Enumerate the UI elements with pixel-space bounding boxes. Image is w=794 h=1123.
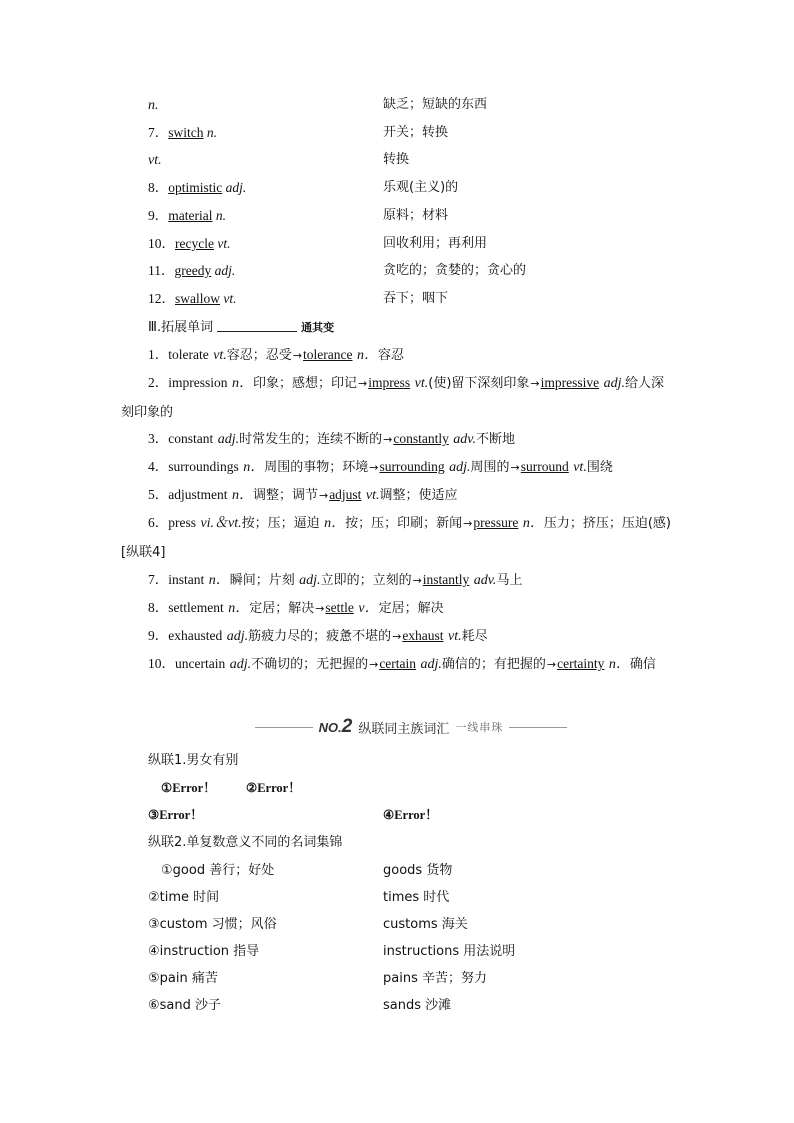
item-num: 1． xyxy=(148,347,169,362)
derived-pos: adv. xyxy=(453,432,476,447)
arrow-icon: → xyxy=(357,377,368,390)
derived-meaning: 周围的 xyxy=(470,460,510,475)
expand-item xyxy=(121,481,676,510)
noun-pair-row xyxy=(0,915,794,935)
derived-word: constantly xyxy=(393,431,449,446)
banner-subtitle: 一线串珠 xyxy=(455,721,504,734)
derived-word: settle xyxy=(325,600,354,615)
derived-meaning: 马上 xyxy=(496,573,523,588)
arrow-icon: → xyxy=(292,349,303,362)
section-heading xyxy=(148,318,334,338)
derived-pos: v． xyxy=(358,601,379,616)
expand-item xyxy=(121,509,676,567)
base-word: settlement xyxy=(168,600,224,615)
derived-word: certainty xyxy=(557,656,605,671)
section-tag: 通其变 xyxy=(301,321,335,334)
section-banner xyxy=(255,716,567,738)
base-pos: n． xyxy=(231,376,253,391)
vocab-row xyxy=(0,95,794,115)
noun-singular: ⑤pain 痛苦 xyxy=(148,971,218,986)
noun-pair-row xyxy=(0,888,794,908)
noun-pair-row xyxy=(0,969,794,989)
derived-word: instantly xyxy=(422,572,470,587)
item-num: 5． xyxy=(148,487,169,502)
derived-pos: adv. xyxy=(473,573,497,588)
base-word: tolerate xyxy=(168,347,209,362)
vocab-word: switch xyxy=(168,125,204,140)
derived-word: tolerance xyxy=(303,347,353,362)
base-pos: n． xyxy=(228,601,250,616)
derived-meaning: 容忍 xyxy=(377,348,404,363)
arrow-icon: → xyxy=(392,630,402,643)
extra-meaning: 立即的；立刻的 xyxy=(320,573,412,588)
link1-row xyxy=(0,778,794,798)
base-word: instant xyxy=(168,572,205,587)
expand-item xyxy=(121,341,676,370)
base-word: exhausted xyxy=(168,628,223,643)
expand-item xyxy=(121,650,676,679)
arrow-icon: → xyxy=(315,602,325,615)
derived-word: impressive xyxy=(540,375,600,390)
derived-word: surrounding xyxy=(379,459,445,474)
vocab-word: recycle xyxy=(175,236,214,251)
base-pos: n． xyxy=(231,488,253,503)
item-num: 2． xyxy=(148,375,169,390)
base-word: adjustment xyxy=(168,487,228,502)
vocab-word: greedy xyxy=(174,263,212,278)
derived-pos: n． xyxy=(356,348,378,363)
base-meaning: 筋疲力尽的；疲惫不堪的 xyxy=(248,629,392,644)
expand-item xyxy=(121,425,676,454)
banner-no: NO. xyxy=(318,720,342,735)
noun-singular: ⑥sand 沙子 xyxy=(148,998,222,1013)
base-meaning: 定居；解决 xyxy=(249,601,315,616)
derived-meaning: 耗尽 xyxy=(461,629,488,644)
vocab-meaning: 转换 xyxy=(383,152,410,167)
noun-singular: ①good 善行；好处 xyxy=(161,863,275,878)
item-num: 8． xyxy=(148,600,169,615)
expand-item xyxy=(121,594,676,623)
base-meaning: 瞬间；片刻 xyxy=(229,573,295,588)
noun-pair-row xyxy=(0,996,794,1016)
item-num: 10． xyxy=(148,656,175,671)
noun-singular: ②time 时间 xyxy=(148,890,220,905)
banner-rule xyxy=(509,727,567,728)
vocab-num: 7． xyxy=(148,125,169,140)
vocab-row xyxy=(0,289,794,309)
derived-pos: vt. xyxy=(365,488,380,503)
vocab-word: material xyxy=(168,208,213,223)
base-pos: adj. xyxy=(226,629,249,644)
derived-word: impress xyxy=(368,375,411,390)
vocab-num: 10． xyxy=(148,236,175,251)
expand-item xyxy=(121,453,676,482)
derived-meaning: 调整；使适应 xyxy=(379,488,458,503)
vocab-pos: n. xyxy=(215,208,226,223)
vocab-row xyxy=(0,150,794,170)
noun-plural: customs 海关 xyxy=(383,917,468,932)
vocab-pos: adj. xyxy=(225,180,247,195)
noun-singular: ④instruction 指导 xyxy=(148,944,260,959)
base-word: surroundings xyxy=(168,459,239,474)
base-word: impression xyxy=(168,375,228,390)
vocab-meaning: 吞下；咽下 xyxy=(383,291,449,306)
derived-pos: adj. xyxy=(420,657,442,672)
derived-pos: adj. xyxy=(603,376,625,391)
derived-meaning: (使)留下深刻印象 xyxy=(428,376,530,391)
vocab-word: optimistic xyxy=(168,180,223,195)
vocab-meaning: 缺乏；短缺的东西 xyxy=(383,97,488,112)
noun-singular: ③custom 习惯；风俗 xyxy=(148,917,277,932)
item-num: 9． xyxy=(148,628,169,643)
extra-meaning: 按；压；印刷；新闻 xyxy=(345,516,463,531)
item-num: 6． xyxy=(148,515,169,530)
derived-meaning: 确信的；有把握的 xyxy=(441,657,546,672)
derived-meaning: 不断地 xyxy=(475,432,515,447)
arrow-icon: → xyxy=(530,377,540,390)
base-meaning: 调整；调节 xyxy=(252,488,318,503)
arrow-icon: → xyxy=(318,489,329,502)
derived-pos: n． xyxy=(522,516,544,531)
error-item: ③Error！ xyxy=(148,808,203,822)
base-pos: adj. xyxy=(217,432,240,447)
link2-title-row xyxy=(0,833,794,853)
arrow-icon: → xyxy=(463,517,473,530)
base-meaning: 容忍；忍受 xyxy=(226,348,292,363)
link1-title: 纵联1.男女有别 xyxy=(148,753,239,768)
vocab-meaning: 回收利用；再利用 xyxy=(383,236,488,251)
noun-plural: pains 辛苦；努力 xyxy=(383,971,487,986)
arrow-icon: → xyxy=(369,658,379,671)
vocab-meaning: 原料；材料 xyxy=(383,208,449,223)
base-pos: vt. xyxy=(213,348,227,363)
item-num: 4． xyxy=(148,459,169,474)
vocab-word: swallow xyxy=(175,291,220,306)
derived-word: adjust xyxy=(329,487,362,502)
derived-meaning: 压力；挤压；压迫(感)[纵联4] xyxy=(121,516,671,560)
vocab-pos: n. xyxy=(148,98,159,113)
arrow-icon: → xyxy=(369,461,379,474)
base-pos: adj. xyxy=(229,657,252,672)
vocab-num: 9． xyxy=(148,208,169,223)
arrow-icon: → xyxy=(510,461,520,474)
noun-pair-row xyxy=(0,942,794,962)
link2-title: 纵联2.单复数意义不同的名词集锦 xyxy=(148,835,343,850)
derived-meaning: 定居；解决 xyxy=(378,601,444,616)
item-num: 3． xyxy=(148,431,169,446)
vocab-num: 12． xyxy=(148,291,175,306)
vocab-row xyxy=(0,261,794,281)
base-meaning: 印象；感想；印记 xyxy=(252,376,357,391)
vocab-pos: n. xyxy=(206,125,217,140)
vocab-num: 11． xyxy=(148,263,175,278)
item-num: 7． xyxy=(148,572,169,587)
expand-item xyxy=(121,369,676,427)
vocab-meaning: 乐观(主义)的 xyxy=(383,180,459,195)
arrow-icon: → xyxy=(546,658,557,671)
base-meaning: 时常发生的；连续不断的 xyxy=(239,432,383,447)
derived-word: certain xyxy=(379,656,417,671)
noun-plural: instructions 用法说明 xyxy=(383,944,516,959)
base-pos: vi.＆vt. xyxy=(200,516,242,531)
vocab-pos: vt. xyxy=(217,236,231,251)
error-item: ①Error！ xyxy=(161,781,216,795)
base-pos: n． xyxy=(208,573,230,588)
error-item: ④Error！ xyxy=(383,808,438,822)
vocab-pos: vt. xyxy=(148,153,162,168)
expand-item xyxy=(121,566,676,595)
base-word: uncertain xyxy=(175,656,226,671)
vocab-row xyxy=(0,234,794,254)
vocab-pos: vt. xyxy=(223,291,237,306)
arrow-icon: → xyxy=(412,574,422,587)
base-word: press xyxy=(168,515,196,530)
extra-pos: n． xyxy=(324,516,346,531)
vocab-row xyxy=(0,206,794,226)
arrow-icon: → xyxy=(383,433,393,446)
derived-meaning: 确信 xyxy=(629,657,656,672)
base-meaning: 不确切的；无把握的 xyxy=(251,657,369,672)
vocab-meaning: 开关；转换 xyxy=(383,125,449,140)
derived-pos: vt. xyxy=(448,629,462,644)
vocab-row xyxy=(0,178,794,198)
expand-item xyxy=(121,622,676,651)
heading-rule xyxy=(217,331,297,332)
vocab-pos: adj. xyxy=(214,263,236,278)
noun-plural: goods 货物 xyxy=(383,863,453,878)
derived-word: exhaust xyxy=(402,628,444,643)
noun-plural: sands 沙滩 xyxy=(383,998,452,1013)
derived-pos: n． xyxy=(608,657,630,672)
derived-meaning: 给人深刻印象的 xyxy=(121,376,664,420)
derived-word: surround xyxy=(520,459,569,474)
link1-title-row xyxy=(0,751,794,771)
base-meaning: 周围的事物；环境 xyxy=(264,460,369,475)
derived-word: pressure xyxy=(473,515,519,530)
noun-plural: times 时代 xyxy=(383,890,450,905)
vocab-num: 8． xyxy=(148,180,169,195)
banner-num: 2 xyxy=(341,716,353,737)
banner-rule xyxy=(255,727,313,728)
vocab-meaning: 贪吃的；贪婪的；贪心的 xyxy=(383,263,527,278)
base-word: constant xyxy=(168,431,214,446)
error-item: ②Error！ xyxy=(246,781,301,795)
base-pos: n． xyxy=(243,460,265,475)
derived-pos: vt. xyxy=(573,460,587,475)
link1-row xyxy=(0,805,794,825)
base-meaning: 按；压；逼迫 xyxy=(241,516,320,531)
section-title: Ⅲ.拓展单词 xyxy=(148,320,214,335)
derived-meaning: 围绕 xyxy=(586,460,613,475)
extra-pos: adj. xyxy=(299,573,321,588)
noun-pair-row xyxy=(0,861,794,881)
derived-pos: adj. xyxy=(449,460,471,475)
banner-number xyxy=(319,716,353,738)
vocab-row xyxy=(0,123,794,143)
banner-title: 纵联同主族词汇 xyxy=(358,721,450,737)
derived-pos: vt. xyxy=(414,376,429,391)
